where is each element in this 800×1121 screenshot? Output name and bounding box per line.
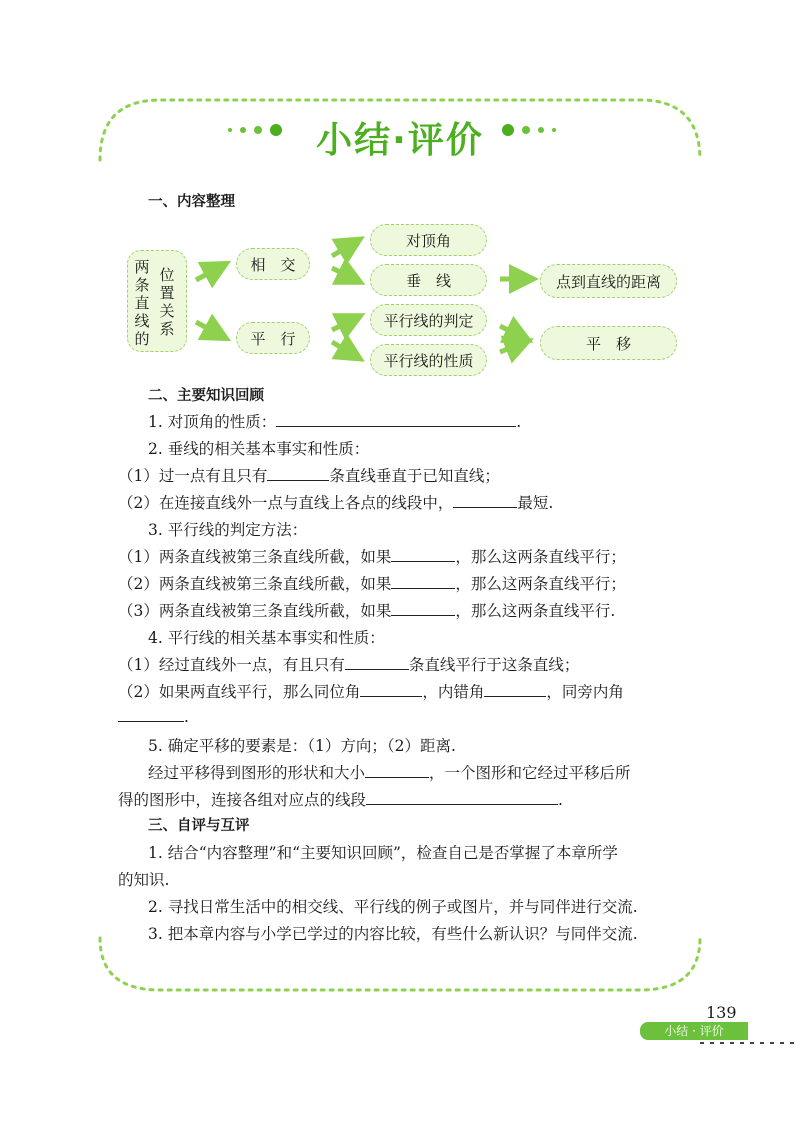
review-text: ，一个图形和它经过平移后所 [429, 764, 631, 782]
review-text: ，那么这两条直线平行； [455, 575, 626, 593]
review-line-11 [118, 680, 624, 702]
review-line-12 [118, 707, 189, 726]
review-line-13: 5. 确定平移的要素是：（1）方向；（2）距离. [148, 737, 456, 755]
review-text: 经过平移得到图形的形状和大小 [148, 764, 366, 782]
review-line-8 [118, 599, 615, 621]
self-eval-line-2: 的知识. [118, 871, 170, 889]
review-text: （2）如果两直线平行，那么同位角 [118, 683, 361, 701]
review-text: . [184, 708, 189, 726]
section-heading-content: 一、内容整理 [148, 194, 235, 210]
review-line-3 [118, 464, 500, 486]
node-vertical-angles: 对顶角 [370, 224, 487, 256]
answer-blank[interactable] [391, 601, 455, 616]
review-line-2: 2. 垂线的相关基本事实和性质： [148, 440, 370, 458]
arrow-icon [332, 244, 352, 256]
node-perpendicular: 垂 线 [370, 264, 487, 296]
review-text: （3）两条直线被第三条直线所截，如果 [118, 602, 392, 620]
root-label-col1: 两条直线的 [134, 258, 150, 348]
review-line-10 [118, 653, 579, 675]
review-text: （2）两条直线被第三条直线所截，如果 [118, 575, 392, 593]
arrow-icon [196, 322, 218, 334]
review-text: 条直线垂直于已知直线； [329, 467, 500, 485]
review-text: 最短. [517, 494, 554, 512]
review-text: ，那么这两条直线平行. [455, 602, 616, 620]
review-text: （1）过一点有且只有 [118, 467, 268, 485]
answer-blank[interactable] [267, 466, 329, 481]
node-parallel: 平 行 [236, 322, 310, 354]
review-line-7 [118, 572, 626, 594]
review-text: ，那么这两条直线平行； [455, 548, 626, 566]
answer-blank[interactable] [484, 682, 546, 697]
arrow-icon [500, 344, 520, 352]
review-text: ，同旁内角 [546, 683, 624, 701]
answer-blank[interactable] [366, 790, 558, 805]
review-line-14 [148, 761, 631, 783]
node-intersect: 相 交 [236, 248, 310, 280]
answer-blank[interactable] [365, 763, 429, 778]
arrow-icon [196, 268, 218, 280]
review-text: . [516, 413, 522, 431]
node-parallel-properties: 平行线的性质 [370, 344, 487, 376]
self-eval-line-1: 1. 结合“内容整理”和“主要知识回顾”，检查自己是否掌握了本章所学 [148, 844, 618, 862]
review-line-4 [118, 491, 553, 513]
diagram-arrows [0, 0, 800, 400]
arrow-icon [500, 326, 520, 336]
review-line-6 [118, 545, 626, 567]
self-eval-line-4: 3. 把本章内容与小学已学过的内容比较，有些什么新认识？与同伴交流. [148, 925, 638, 943]
review-text: 条直线平行于这条直线； [408, 656, 580, 674]
answer-blank[interactable] [118, 707, 184, 722]
review-text: （2）在连接直线外一点与直线上各点的线段中， [118, 494, 454, 512]
node-translation: 平 移 [540, 326, 677, 360]
arrow-icon [332, 342, 352, 354]
review-text: 得的图形中，连接各组对应点的线段 [118, 791, 367, 809]
self-eval-line-3: 2. 寻找日常生活中的相交线、平行线的例子或图片，并与同伴进行交流. [148, 898, 638, 916]
page-number: 139 [706, 1003, 737, 1022]
node-distance: 点到直线的距离 [540, 264, 677, 298]
node-parallel-criteria: 平行线的判定 [370, 304, 487, 336]
review-line-15 [118, 788, 563, 810]
section-heading-self-eval: 三、自评与互评 [148, 818, 250, 834]
review-text: （1）两条直线被第三条直线所截，如果 [118, 548, 392, 566]
arrow-icon [332, 268, 352, 278]
answer-blank[interactable] [391, 574, 455, 589]
page-title-text: 小结·评价 [316, 120, 484, 161]
review-line-5: 3. 平行线的判定方法： [148, 521, 308, 539]
review-text: . [558, 791, 563, 809]
answer-blank[interactable] [391, 547, 455, 562]
answer-blank[interactable] [276, 412, 516, 427]
review-text: （1）经过直线外一点，有且只有 [118, 656, 345, 674]
answer-blank[interactable] [360, 682, 422, 697]
review-line-1 [148, 410, 521, 432]
arrow-icon [332, 320, 352, 330]
footer-chapter-tag: 小结 · 评价 [640, 1022, 748, 1040]
answer-blank[interactable] [345, 655, 409, 670]
root-label-col2: 位置关系 [159, 266, 175, 338]
review-text: ，内错角 [422, 683, 485, 701]
answer-blank[interactable] [453, 493, 517, 508]
review-line-9: 4. 平行线的相关基本事实和性质： [148, 629, 385, 647]
review-text: 1. 对顶角的性质： [148, 413, 277, 431]
section-heading-review: 二、主要知识回顾 [148, 388, 264, 404]
